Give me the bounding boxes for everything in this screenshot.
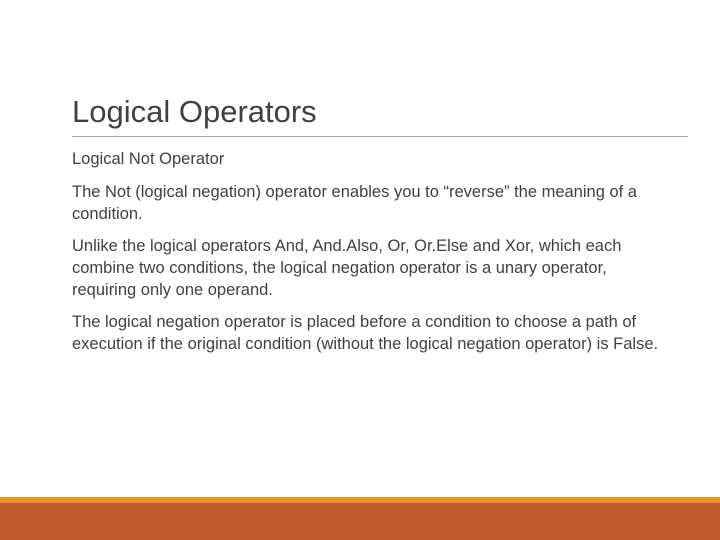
body-paragraph: Unlike the logical operators And, And.Also, Or, Or.Else and Xor, which each combine two conditions, the logical negation operator is a unary operator, requiring only one operand. [72,237,622,299]
body-paragraph: The logical negation operator is placed before a condition to choose a path of execution if the original condition (without the logical negation operator) is False. [72,313,659,353]
title-divider [72,136,688,137]
body-paragraph-subheading: Logical Not Operator [72,150,225,168]
footer-accent-bar [0,503,720,540]
body-paragraph: The Not (logical negation) operator enables you to “reverse” the meaning of a condition. [72,183,637,223]
slide-title: Logical Operators [72,94,317,129]
slide-body [72,148,672,365]
